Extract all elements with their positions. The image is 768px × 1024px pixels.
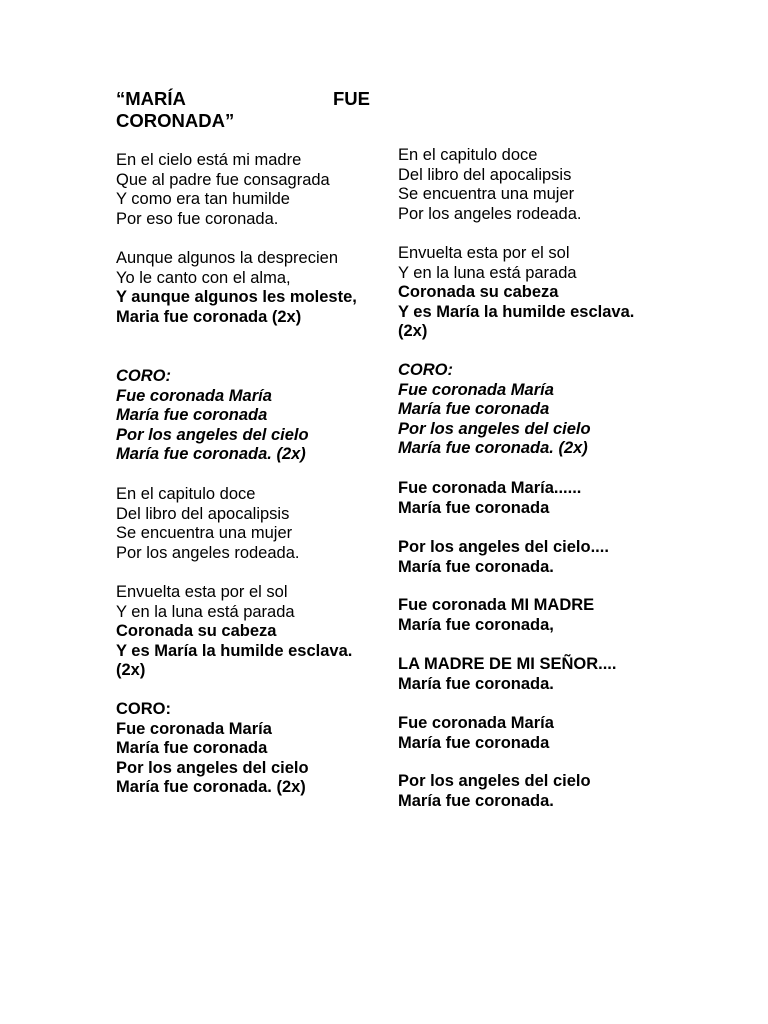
lyric-line: Y como era tan humilde <box>116 190 290 208</box>
refrain-3 <box>398 596 658 635</box>
chorus-1 <box>116 367 372 465</box>
lyric-line-bold: María fue coronada. <box>398 791 554 810</box>
lyric-line: Se encuentra una mujer <box>116 524 293 542</box>
lyric-line-bold: Y aunque algunos les moleste, <box>116 288 357 306</box>
lyric-line-bold: Y es María la humilde esclava. (2x) <box>116 641 353 679</box>
chorus-line: Por los angeles del cielo <box>398 419 591 438</box>
stanza-3 <box>116 485 372 563</box>
lyric-line: Y en la luna está parada <box>398 263 577 282</box>
chorus-line: María fue coronada. (2x) <box>398 439 588 457</box>
title-word: FUE <box>333 88 370 109</box>
stanza-2 <box>116 249 372 327</box>
lyric-line-bold: Y es María la humilde esclava. (2x) <box>398 302 635 340</box>
lyric-line-bold: Maria fue coronada (2x) <box>116 307 302 326</box>
lyric-line-bold: María fue coronada <box>398 498 550 517</box>
chorus-label: CORO: <box>116 367 171 385</box>
lyric-line: Que al padre fue consagrada <box>116 170 330 189</box>
chorus-line: María fue coronada <box>116 406 268 424</box>
lyric-line: Yo le canto con el alma, <box>116 268 291 287</box>
lyric-line-bold: Por los angeles del cielo.... <box>398 538 609 556</box>
refrain-2 <box>398 538 658 577</box>
refrain-5 <box>398 714 658 753</box>
lyric-line-bold: Fue coronada María <box>398 714 554 732</box>
lyric-line-bold: Coronada su cabeza <box>116 622 277 640</box>
lyric-line: Y en la luna está parada <box>116 602 295 621</box>
stanza-1 <box>116 151 372 229</box>
chorus-line: Fue coronada María <box>116 386 272 405</box>
chorus-line: Fue coronada María <box>398 380 554 399</box>
chorus-r <box>398 361 658 459</box>
chorus-line: María fue coronada. (2x) <box>116 445 306 463</box>
chorus-line: Fue coronada María <box>116 719 272 738</box>
lyric-line-bold: María fue coronada <box>398 733 550 752</box>
chorus-line: María fue coronada <box>116 739 268 757</box>
chorus-line: María fue coronada <box>398 400 550 418</box>
stanza-4 <box>116 583 372 681</box>
lyric-line: Por eso fue coronada. <box>116 209 279 228</box>
refrain-4 <box>398 655 658 694</box>
lyric-line: Aunque algunos la desprecien <box>116 249 339 267</box>
lyric-line: Por los angeles rodeada. <box>398 204 582 223</box>
lyric-line-bold: María fue coronada, <box>398 615 554 634</box>
refrain-1 <box>398 479 658 518</box>
refrain-6 <box>398 772 658 811</box>
chorus-2 <box>116 700 372 798</box>
lyric-line: Del libro del apocalipsis <box>398 165 572 184</box>
stanza-r1 <box>398 146 658 224</box>
lyric-line: En el capitulo doce <box>116 485 256 503</box>
lyric-line: Se encuentra una mujer <box>398 185 575 203</box>
lyric-line-bold: Coronada su cabeza <box>398 283 559 301</box>
lyric-line-bold: María fue coronada. <box>398 557 554 576</box>
lyric-line: En el capitulo doce <box>398 146 538 164</box>
chorus-line: María fue coronada. (2x) <box>116 778 306 796</box>
chorus-label: CORO: <box>398 361 453 379</box>
chorus-line: Por los angeles del cielo <box>116 758 309 777</box>
title-word: “MARÍA <box>116 88 186 109</box>
lyric-line-bold: María fue coronada. <box>398 674 554 693</box>
title-word: CORONADA” <box>116 110 235 131</box>
lyric-line: En el cielo está mi madre <box>116 151 302 169</box>
lyric-line-bold: Fue coronada MI MADRE <box>398 596 595 614</box>
chorus-label: CORO: <box>116 700 171 718</box>
lyric-line: Envuelta esta por el sol <box>116 583 288 601</box>
song-title <box>116 88 370 132</box>
stanza-r2 <box>398 244 658 342</box>
lyric-line-bold: Por los angeles del cielo <box>398 772 591 790</box>
lyric-line: Envuelta esta por el sol <box>398 244 570 262</box>
lyric-line: Del libro del apocalipsis <box>116 504 290 523</box>
lyric-line-bold: LA MADRE DE MI SEÑOR.... <box>398 655 617 673</box>
lyric-line: Por los angeles rodeada. <box>116 543 300 562</box>
lyric-line-bold: Fue coronada María...... <box>398 479 582 497</box>
chorus-line: Por los angeles del cielo <box>116 425 309 444</box>
